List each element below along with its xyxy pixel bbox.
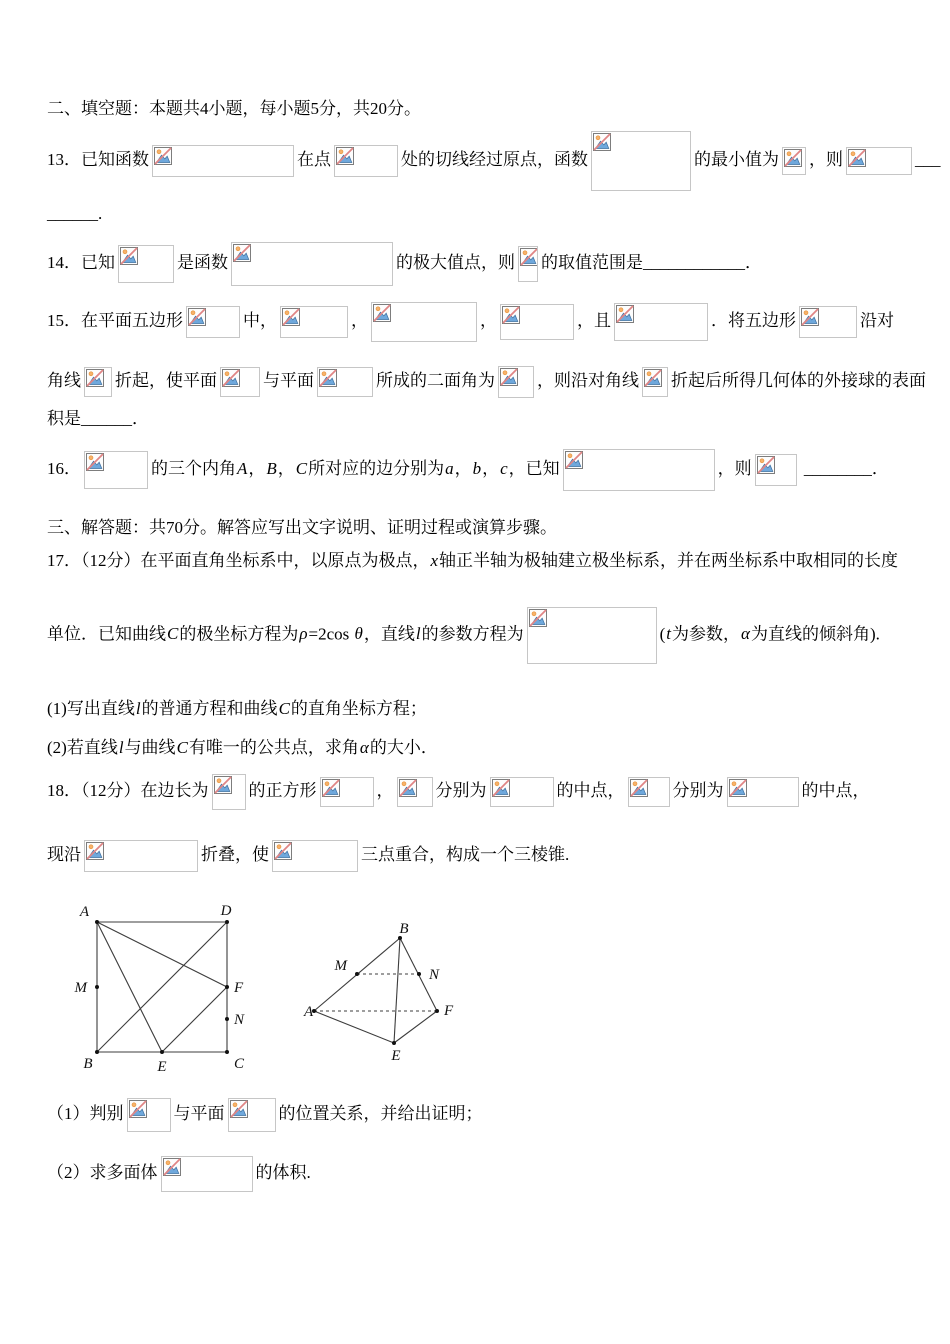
q16-var-A: A: [237, 458, 248, 478]
q17-text-1: 17．（12分）在平面直角坐标系中，以原点为极点，: [47, 550, 430, 570]
formula-placeholder: [84, 451, 148, 489]
q18-text-1: 18．（12分）在边长为: [47, 780, 209, 800]
q17-var-l: l: [415, 624, 421, 644]
fig2-label-B: B: [399, 920, 409, 937]
q15-text-9: 折起，使平面: [115, 370, 217, 390]
q18-text-6: 分别为: [672, 780, 724, 800]
q13-text-1: 13．已知函数: [47, 149, 149, 169]
formula-placeholder: [317, 367, 373, 397]
q17-text-2: 轴正半轴为极轴建立极坐标系，并在两坐标系中取相同的长度: [439, 550, 899, 570]
broken-image-icon: [154, 147, 172, 165]
figure-square-ABCD: [61, 902, 261, 1080]
broken-image-icon: [86, 842, 104, 860]
fig1-label-E: E: [157, 1058, 167, 1075]
question-16: [47, 449, 903, 491]
q16-comma-2: ，: [277, 458, 295, 478]
q17-var-C: C: [167, 624, 179, 644]
q17-p1-text-1: (1)写出直线: [47, 698, 135, 718]
q15-text-4: ，: [480, 310, 497, 330]
formula-placeholder: [220, 367, 260, 397]
q18-text-4: 分别为: [435, 780, 487, 800]
question-18-part1: [47, 1098, 903, 1132]
broken-image-icon: [233, 244, 251, 262]
q16-text-1: 16．: [47, 458, 81, 478]
q17-text-3: 单位．已知曲线: [47, 624, 166, 644]
q17-var-x: x: [430, 550, 439, 570]
q18-p1-text-1: （1）判别: [47, 1103, 124, 1123]
fig1-label-D: D: [220, 902, 232, 919]
q13-text-3: 处的切线经过原点，函数: [401, 149, 588, 169]
q15-text-3: ，: [351, 310, 368, 330]
formula-placeholder: [782, 147, 806, 175]
broken-image-icon: [120, 247, 138, 265]
question-18-line2: [47, 840, 903, 872]
formula-placeholder: [614, 303, 708, 341]
q17-var-t: t: [666, 624, 672, 644]
question-15-line2: [47, 366, 926, 398]
question-13-blank: [47, 203, 903, 226]
question-15-line3: [47, 408, 903, 431]
broken-image-icon: [282, 308, 300, 326]
fig2-label-M: M: [334, 957, 347, 974]
broken-image-icon: [502, 306, 520, 324]
broken-image-icon: [274, 842, 292, 860]
broken-image-icon: [86, 453, 104, 471]
question-17-line1: [47, 550, 903, 573]
q18-p1-text-2: 与平面: [173, 1103, 225, 1123]
formula-placeholder: [591, 131, 691, 191]
broken-image-icon: [222, 369, 240, 387]
formula-placeholder: [212, 774, 246, 810]
broken-image-icon: [322, 779, 340, 797]
q18-text-10: 三点重合，构成一个三棱锥.: [361, 844, 570, 864]
broken-image-icon: [848, 149, 866, 167]
q16-var-c: c: [500, 458, 508, 478]
formula-placeholder: [490, 777, 554, 807]
q13-text-2: 在点: [297, 149, 331, 169]
broken-image-icon: [529, 609, 547, 627]
formula-placeholder: [498, 366, 534, 398]
question-18-line1: [47, 774, 903, 810]
q14-text-3: 的极大值点，则: [396, 252, 515, 272]
fig2-label-E: E: [391, 1047, 401, 1064]
formula-placeholder: [500, 304, 574, 340]
q17-p2-text-1: (2)若直线: [47, 737, 118, 757]
q17-text-9: 为直线的倾斜角).: [750, 624, 880, 644]
q16-var-C: C: [295, 458, 308, 478]
formula-placeholder: [628, 777, 670, 807]
q15-text-12: ，则沿对角线: [537, 370, 639, 390]
q17-text-8: 为参数，: [672, 624, 741, 644]
q17-var-rho: ρ: [299, 624, 308, 644]
solution-header: [47, 517, 903, 540]
q15-text-5: ，且: [577, 310, 611, 330]
formula-placeholder: [84, 840, 198, 872]
formula-placeholder: [371, 302, 477, 342]
q17-p1-var-C: C: [278, 698, 290, 718]
broken-image-icon: [188, 308, 206, 326]
formula-placeholder: [642, 367, 668, 397]
fig1-label-N: N: [234, 1011, 245, 1028]
question-18-part2: [47, 1156, 903, 1192]
q15-text-2: 中，: [243, 310, 277, 330]
broken-image-icon: [616, 305, 634, 323]
q16-text-2: 的三个内角: [151, 458, 236, 478]
fig2-label-N: N: [429, 966, 440, 983]
q17-text-6: 的参数方程为: [421, 624, 524, 644]
broken-image-icon: [593, 133, 611, 151]
fig2-label-A: A: [304, 1003, 314, 1020]
q14-text-1: 14．已知: [47, 252, 115, 272]
q17-var-alpha: α: [741, 624, 750, 644]
q16-var-B: B: [266, 458, 277, 478]
figures-row: [61, 902, 903, 1080]
formula-placeholder: [518, 246, 538, 282]
q15-text-10: 与平面: [263, 370, 314, 390]
q18-text-2: 的正方形: [248, 780, 317, 800]
broken-image-icon: [644, 369, 662, 387]
q18-text-5: 的中点，: [556, 780, 625, 800]
q18-text-8: 现沿: [47, 844, 81, 864]
q13-blank-text: ______.: [47, 203, 103, 223]
q18-text-9: 折叠，使: [201, 844, 269, 864]
formula-placeholder: [161, 1156, 253, 1192]
formula-placeholder: [527, 607, 657, 664]
q17-p2-var-l: l: [118, 737, 124, 757]
broken-image-icon: [86, 369, 104, 387]
q14-underline: ____________．: [643, 252, 762, 272]
question-15-line1: [47, 302, 903, 342]
q15-text-7: 沿对: [860, 310, 894, 330]
q16-text-3: 所对应的边分别为: [308, 458, 445, 478]
question-13: [47, 131, 941, 191]
broken-image-icon: [729, 779, 747, 797]
q17-p2-var-C: C: [176, 737, 188, 757]
question-14: [47, 242, 903, 286]
formula-placeholder: [727, 777, 799, 807]
q17-text-4: 的极坐标方程为: [179, 624, 299, 644]
q16-text-4: ，已知: [508, 458, 560, 478]
broken-image-icon: [565, 451, 583, 469]
broken-image-icon: [492, 779, 510, 797]
q15-text-8: 角线: [47, 370, 81, 390]
q13-text-4: 的最小值为: [694, 149, 779, 169]
q13-text-5: ，则: [809, 149, 843, 169]
broken-image-icon: [230, 1100, 248, 1118]
broken-image-icon: [500, 368, 518, 386]
q15-text-1: 15．在平面五边形: [47, 310, 183, 330]
q14-text-2: 是函数: [177, 252, 228, 272]
broken-image-icon: [757, 456, 775, 474]
fig1-label-B: B: [83, 1055, 93, 1072]
fig2-label-F: F: [444, 1002, 454, 1019]
broken-image-icon: [630, 779, 648, 797]
fig1-label-A: A: [79, 903, 89, 920]
q16-text-5: ，则: [717, 458, 752, 478]
q16-var-a: a: [445, 458, 454, 478]
q15-text-6: ．将五边形: [711, 310, 796, 330]
fill-in-header: [47, 98, 903, 121]
formula-placeholder: [334, 145, 398, 177]
question-17-part2: [47, 737, 903, 760]
section2-header-text: 二、填空题：本题共4小题，每小题5分，共20分。: [47, 99, 421, 118]
q17-p2-text-4: 的大小．: [369, 737, 438, 757]
q17-p1-var-l: l: [135, 698, 141, 718]
q13-underline: ___: [915, 149, 941, 169]
q16-comma-1: ，: [248, 458, 266, 478]
q15-text-13: 折起后所得几何体的外接球的表面: [671, 370, 926, 390]
formula-placeholder: [755, 454, 797, 486]
formula-placeholder: [127, 1098, 171, 1132]
formula-placeholder: [84, 367, 112, 397]
formula-placeholder: [118, 245, 174, 283]
formula-placeholder: [228, 1098, 276, 1132]
q18-text-3: ，: [376, 780, 394, 800]
fig1-label-F: F: [234, 979, 244, 996]
q16-comma-3: ，: [454, 458, 472, 478]
formula-placeholder: [186, 306, 240, 338]
broken-image-icon: [214, 776, 232, 794]
fig1-label-M: M: [74, 979, 87, 996]
q17-p2-text-3: 有唯一的公共点，求角: [188, 737, 359, 757]
question-17-line2: [47, 607, 903, 664]
q16-underline: ________．: [799, 458, 889, 478]
q18-p2-text-2: 的体积.: [255, 1162, 311, 1182]
q17-p1-text-3: 的直角坐标方程；: [290, 698, 427, 718]
section3-header-text: 三、解答题：共70分。解答应写出文字说明、证明过程或演算步骤。: [47, 517, 557, 537]
broken-image-icon: [520, 248, 538, 266]
broken-image-icon: [319, 369, 337, 387]
q18-text-7: 的中点，: [801, 780, 870, 800]
broken-image-icon: [784, 149, 802, 167]
q17-var-theta: θ: [354, 624, 363, 644]
formula-placeholder: [563, 449, 715, 491]
formula-placeholder: [799, 306, 857, 338]
broken-image-icon: [129, 1100, 147, 1118]
q17-eq-text: =2cos: [308, 624, 354, 644]
broken-image-icon: [163, 1158, 181, 1176]
q18-p1-text-3: 的位置关系，并给出证明；: [278, 1103, 483, 1123]
broken-image-icon: [373, 304, 391, 322]
q17-p1-text-2: 的普通方程和曲线: [141, 698, 278, 718]
formula-placeholder: [280, 306, 348, 338]
q16-var-b: b: [472, 458, 482, 478]
q15-text-14: 积是______．: [47, 408, 149, 428]
formula-placeholder: [272, 840, 358, 872]
figure-tetrahedron-BAEF: [303, 920, 523, 1078]
formula-placeholder: [846, 147, 912, 175]
question-17-part1: [47, 698, 903, 721]
broken-image-icon: [399, 779, 417, 797]
q17-p2-text-2: 与曲线: [124, 737, 176, 757]
fig1-label-C: C: [234, 1055, 245, 1072]
broken-image-icon: [801, 308, 819, 326]
q14-text-4: 的取值范围是: [541, 252, 643, 272]
q17-text-7: (: [659, 624, 666, 644]
q15-text-11: 所成的二面角为: [376, 370, 495, 390]
q16-comma-4: ，: [482, 458, 500, 478]
formula-placeholder: [397, 777, 433, 807]
formula-placeholder: [320, 777, 374, 807]
broken-image-icon: [336, 147, 354, 165]
formula-placeholder: [152, 145, 294, 177]
q17-p2-var-alpha: α: [359, 737, 369, 757]
formula-placeholder: [231, 242, 393, 286]
q17-text-5: ，直线: [363, 624, 415, 644]
q18-p2-text-1: （2）求多面体: [47, 1162, 158, 1182]
